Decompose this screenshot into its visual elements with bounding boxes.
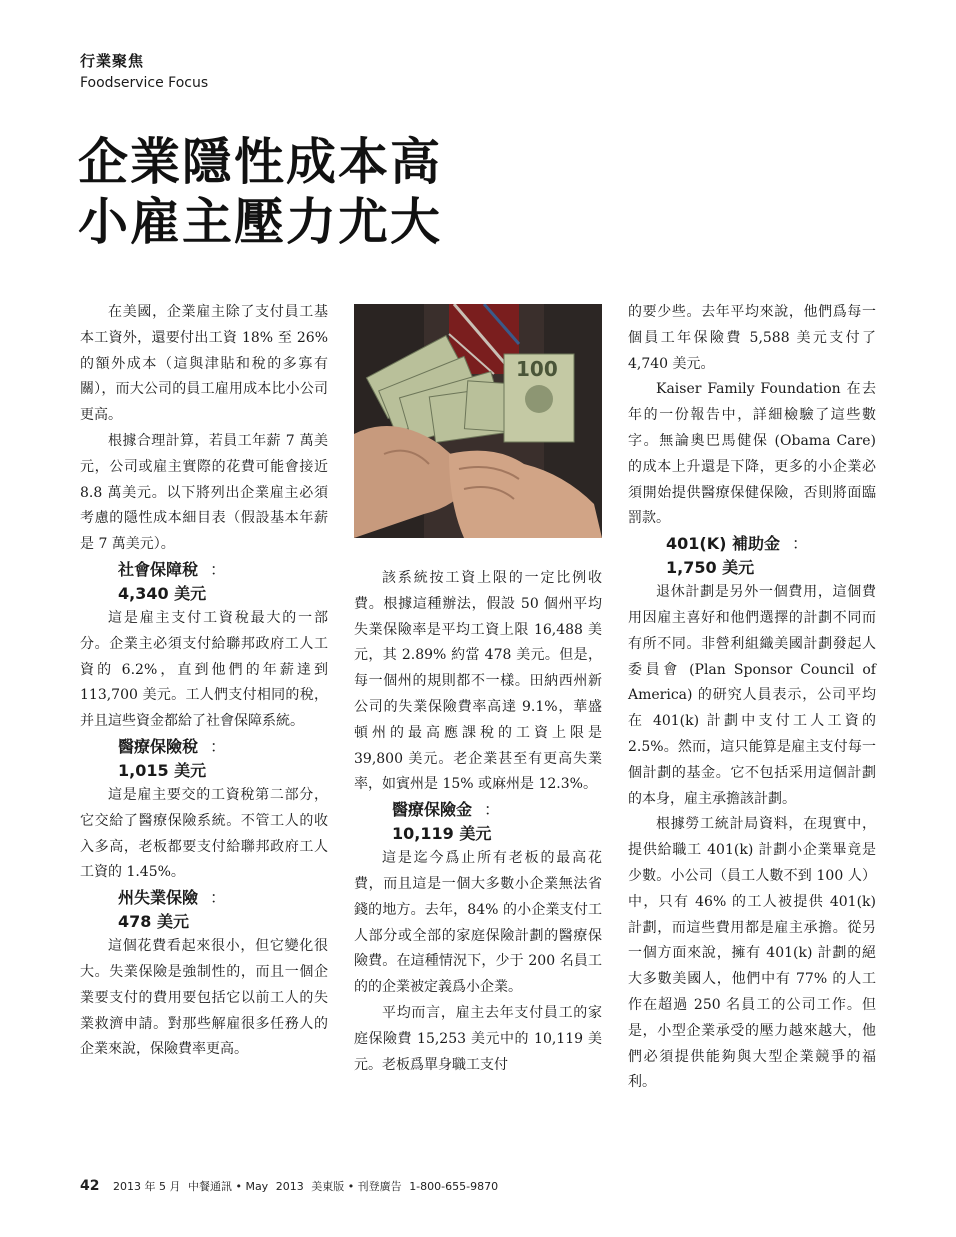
paragraph: 平均而言，雇主去年支付員工的家庭保險費 15,253 美元中的 10,119 美元。老板爲單身職工支付 xyxy=(354,1004,602,1073)
paragraph: 該系統按工資上限的一定比例收費。根據這種辦法，假設 50 個州平均失業保險率是平均工資上限 16,488 美元，其 2.89% 約當 478 美元。但是，每一個州的規則都不一樣。田納西州新公司的失業保險費率高達 9.1%，華盛頓州的最高應課稅的工資上限是 39,800 美元。老企業甚至有更高失業率，如賓州是 15% 或麻州是 12.3%。 xyxy=(354,570,602,793)
subheading-social-security xyxy=(80,558,328,582)
paragraph: 退休計劃是另外一個費用，這個費用因雇主喜好和他們選擇的計劃不同而有所不同。非營利組織美國計劃發起人委員會 (Plan Sponsor Council of America) 的研究人員表示，公司平均在 401(k) 計劃中支付工人工資的 2.5%。然而，這只能算是雇主支付每一個計劃的基金。它不包括采用這個計劃的本身，雇主承擔該計劃。 xyxy=(628,584,876,807)
section-title-zh: 行業聚焦 xyxy=(80,52,145,70)
page-title xyxy=(78,132,442,252)
subheading-amount: 1,750 美元 xyxy=(666,558,755,578)
subheading-amount: 478 美元 xyxy=(118,912,189,932)
headline-line-1: 企業隱性成本高 xyxy=(78,132,442,191)
paragraph: 根據合理計算，若員工年薪 7 萬美元，公司或雇主實際的花費可能會接近 8.8 萬美元。以下將列出企業雇主必須考慮的隱性成本細目表（假設基本年薪是 7 萬美元）。 xyxy=(80,432,328,553)
svg-text:100: 100 xyxy=(516,357,558,381)
subheading-colon: ： xyxy=(210,559,227,579)
footer-phone: 1-800-655-9870 xyxy=(409,1180,499,1193)
footer-date: 2013 年 5 月 xyxy=(112,1180,181,1193)
subheading-colon: ： xyxy=(792,534,809,554)
paragraph: Kaiser Family Foundation 在去年的一份報告中，詳細檢驗了這些數字。無論奧巴馬健保 (Obama Care) 的成本上升還是下降，更多的小企業必須開始提供醫療保健保險，否則將面臨罰款。 xyxy=(628,381,876,527)
article-column-2 xyxy=(354,566,602,1078)
subheading-401k xyxy=(628,532,876,556)
money-photo xyxy=(354,304,602,538)
paragraph: 根據勞工統計局資料，在現實中，提供給職工 401(k) 計劃小企業畢竟是少數。小公司（員工人數不到 100 人）中，只有 46% 的工人被提供 401(k) 計劃，而這些費用都是雇主承擔。從另一個方面來說，擁有 401(k) 計劃的絕大多數美國人，他們中有 77% 的人工作在超過 250 名員工的公司工作。但是，小型企業承受的壓力越來越大，他們必須提供能夠與大型企業競爭的福利。 xyxy=(628,816,876,1091)
footer-year: 2013 xyxy=(275,1180,304,1193)
subheading-colon: ： xyxy=(210,736,227,756)
subheading-title: 州失業保險 xyxy=(118,888,199,908)
subheading-state-unemployment xyxy=(80,886,328,910)
article-column-1 xyxy=(80,300,328,1063)
footer-magazine: 中餐通訊 • May xyxy=(187,1180,269,1193)
subheading-title: 醫療保險稅 xyxy=(118,736,199,756)
paragraph: 這是迄今爲止所有老板的最高花費，而且這是一個大多數小企業無法省錢的地方。去年，84% 的小企業支付工人部分或全部的家庭保險計劃的醫療保險費。在這種情況下，少于 200 名員工的的企業被定義爲小企業。 xyxy=(354,850,602,996)
subheading-amount: 10,119 美元 xyxy=(392,824,492,844)
headline-line-2: 小雇主壓力尤大 xyxy=(78,192,442,251)
page-number: 42 xyxy=(80,1178,100,1194)
section-label xyxy=(80,52,208,92)
article-column-3 xyxy=(628,300,876,1096)
subheading-title: 401(K) 補助金 xyxy=(666,534,780,554)
page-footer xyxy=(80,1178,502,1194)
subheading-title: 社會保障稅 xyxy=(118,559,199,579)
paragraph-continued: 的要少些。去年平均來說，他們爲每一個員工年保險費 5,588 美元支付了 4,740 美元。 xyxy=(628,304,876,372)
subheading-title: 醫療保險金 xyxy=(392,800,473,820)
footer-edition: 美東版 • 刊登廣告 xyxy=(311,1180,402,1193)
money-hands-illustration xyxy=(354,304,602,538)
paragraph: 這是雇主支付工資稅最大的一部分。企業主必須支付給聯邦政府工人工資的 6.2%，直到他們的年薪達到 113,700 美元。工人們支付相同的稅，并且這些資金都給了社會保障系統。 xyxy=(80,609,328,730)
subheading-medicare-tax xyxy=(80,735,328,759)
subheading-colon: ： xyxy=(210,888,227,908)
paragraph: 在美國，企業雇主除了支付員工基本工資外，還要付出工資 18% 至 26% 的額外成本（這與津貼和稅的多寡有關），而大公司的員工雇用成本比小公司更高。 xyxy=(80,304,328,424)
paragraph: 這是雇主要交的工資稅第二部分，它交給了醫療保險系統。不管工人的收入多高，老板都要支付給聯邦政府工人工資的 1.45%。 xyxy=(80,786,328,881)
paragraph: 這個花費看起來很小，但它變化很大。失業保險是強制性的，而且一個企業要支付的費用要包括它以前工人的失業救濟申請。對那些解雇很多任務人的企業來說，保險費率更高。 xyxy=(80,938,328,1058)
subheading-colon: ： xyxy=(484,800,501,820)
section-title-en: Foodservice Focus xyxy=(80,75,209,91)
subheading-amount: 4,340 美元 xyxy=(118,583,207,603)
subheading-medical-insurance xyxy=(354,798,602,822)
subheading-amount: 1,015 美元 xyxy=(118,760,207,780)
